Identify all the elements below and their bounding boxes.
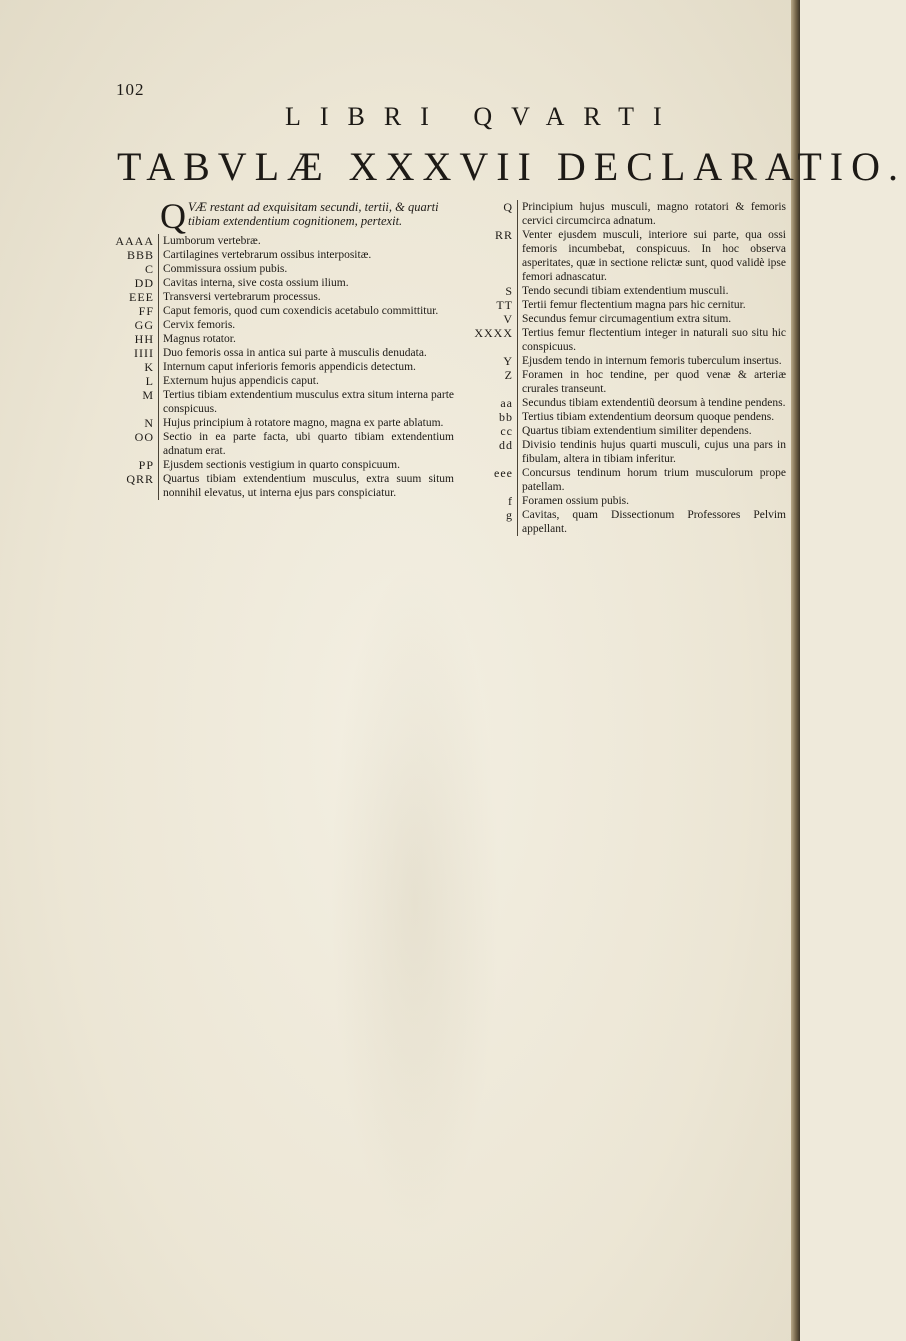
legend-text: Caput femoris, quod cum coxendicis acetabulo committitur. — [158, 304, 460, 318]
legend-text: Duo femoris ossa in antica sui parte à musculis denudata. — [158, 346, 460, 360]
legend-text: Ejusdem sectionis vestigium in quarto conspicuum. — [158, 458, 460, 472]
left-legend-list — [110, 234, 460, 500]
legend-text: Tertius femur flectentium integer in naturali suo situ hic conspicuus. — [517, 326, 792, 354]
legend-entry — [110, 374, 460, 388]
legend-entry — [470, 438, 792, 466]
legend-key: Q — [503, 200, 513, 214]
legend-entry — [470, 312, 792, 326]
legend-text: Hujus principium à rotatore magno, magna ex parte ablatum. — [158, 416, 460, 430]
legend-entry — [470, 298, 792, 312]
intro-text: VÆ restant ad exquisitam secundi, tertii, & quarti tibiam extendentium cognitionem, pertexit. — [188, 200, 439, 228]
legend-text: Cavitas interna, sive costa ossium ilium. — [158, 276, 460, 290]
legend-key: L — [145, 374, 154, 388]
legend-entry — [470, 200, 792, 228]
legend-key: dd — [499, 438, 513, 452]
legend-text: Ejusdem tendo in internum femoris tuberculum insertus. — [517, 354, 792, 368]
legend-entry — [110, 430, 460, 458]
legend-entry — [470, 508, 792, 536]
drop-cap: Q — [160, 196, 186, 236]
legend-text: Internum caput inferioris femoris appendicis detectum. — [158, 360, 460, 374]
legend-entry — [470, 466, 792, 494]
legend-key: K — [144, 360, 154, 374]
legend-entry — [110, 332, 460, 346]
page-edge — [791, 0, 800, 1341]
legend-entry — [470, 396, 792, 410]
legend-text: Tendo secundi tibiam extendentium musculi. — [517, 284, 792, 298]
legend-entry — [110, 234, 460, 248]
legend-entry — [110, 346, 460, 360]
faint-illustration-bleed — [330, 560, 500, 1240]
legend-key: XXXX — [474, 326, 513, 340]
legend-text: Externum hujus appendicis caput. — [158, 374, 460, 388]
right-legend-list — [470, 200, 792, 536]
legend-entry — [470, 284, 792, 298]
legend-text: Transversi vertebrarum processus. — [158, 290, 460, 304]
legend-text: Venter ejusdem musculi, interiore sui parte, qua ossi femoris incumbebat, conspicuus. In hoc observa asperitates, quæ in sectione relictæ sunt, quod validè ipse femori adnascatur. — [517, 228, 792, 284]
legend-key: C — [144, 262, 154, 276]
legend-text: Secundus femur circumagentium extra situm. — [517, 312, 792, 326]
legend-entry — [110, 248, 460, 262]
legend-entry — [110, 290, 460, 304]
legend-entry — [110, 360, 460, 374]
legend-entry — [470, 368, 792, 396]
legend-text: Commissura ossium pubis. — [158, 262, 460, 276]
legend-key: S — [505, 284, 513, 298]
legend-entry — [470, 326, 792, 354]
legend-key: PP — [138, 458, 154, 472]
legend-text: Secundus tibiam extendentiũ deorsum à tendine pendens. — [517, 396, 792, 410]
legend-key: FF — [138, 304, 154, 318]
legend-entry — [470, 410, 792, 424]
legend-key: GG — [134, 318, 154, 332]
legend-key: M — [142, 388, 154, 402]
legend-key: f — [508, 494, 513, 508]
legend-text: Tertii femur flectentium magna pars hic cernitur. — [517, 298, 792, 312]
legend-key: QRR — [126, 472, 154, 486]
page-number: 102 — [116, 80, 145, 99]
legend-text: Sectio in ea parte facta, ubi quarto tibiam extendentium adnatum erat. — [158, 430, 460, 458]
legend-entry — [110, 318, 460, 332]
right-column — [470, 200, 792, 536]
legend-key: DD — [134, 276, 154, 290]
legend-key: Y — [503, 354, 513, 368]
legend-key: Z — [504, 368, 513, 382]
legend-key: cc — [500, 424, 513, 438]
legend-entry — [110, 416, 460, 430]
legend-text: Foramen ossium pubis. — [517, 494, 792, 508]
legend-entry — [110, 388, 460, 416]
legend-text: Cartilagines vertebrarum ossibus interpositæ. — [158, 248, 460, 262]
legend-key: OO — [134, 430, 154, 444]
legend-entry — [470, 354, 792, 368]
legend-key: TT — [496, 298, 513, 312]
legend-entry — [110, 458, 460, 472]
legend-key: g — [506, 508, 513, 522]
page-title: TABVLÆ XXXVII DECLARATIO. — [117, 144, 906, 189]
legend-text: Lumborum vertebræ. — [158, 234, 460, 248]
running-head: LIBRI QVARTI — [285, 102, 681, 131]
legend-text: Tertius tibiam extendentium deorsum quoque pendens. — [517, 410, 792, 424]
legend-key: EEE — [129, 290, 154, 304]
intro-paragraph — [160, 196, 460, 236]
legend-text: Cavitas, quam Dissectionum Professores Pelvim appellant. — [517, 508, 792, 536]
legend-entry — [470, 494, 792, 508]
legend-key: HH — [134, 332, 154, 346]
legend-text: Principium hujus musculi, magno rotatori & femoris cervici circumcirca adnatum. — [517, 200, 792, 228]
legend-entry — [110, 472, 460, 500]
legend-key: IIII — [134, 346, 154, 360]
legend-text: Foramen in hoc tendine, per quod venæ & arteriæ crurales transeunt. — [517, 368, 792, 396]
legend-key: AAAA — [115, 234, 154, 248]
legend-key: eee — [494, 466, 513, 480]
legend-text: Quartus tibiam extendentium musculus, extra suum situm nonnihil elevatus, ut interna ejus pars conspiciatur. — [158, 472, 460, 500]
legend-text: Magnus rotator. — [158, 332, 460, 346]
legend-key: BBB — [126, 248, 154, 262]
legend-text: Concursus tendinum horum trium musculorum prope patellam. — [517, 466, 792, 494]
legend-text: Quartus tibiam extendentium similiter dependens. — [517, 424, 792, 438]
legend-key: V — [503, 312, 513, 326]
legend-entry — [470, 424, 792, 438]
legend-entry — [110, 262, 460, 276]
legend-key: aa — [500, 396, 513, 410]
legend-text: Tertius tibiam extendentium musculus extra situm interna parte conspicuus. — [158, 388, 460, 416]
legend-text: Divisio tendinis hujus quarti musculi, cujus una pars in fibulam, altera in tibiam inferitur. — [517, 438, 792, 466]
legend-text: Cervix femoris. — [158, 318, 460, 332]
left-column — [110, 196, 460, 500]
legend-key: N — [144, 416, 154, 430]
legend-key: RR — [494, 228, 513, 242]
legend-entry — [110, 276, 460, 290]
legend-entry — [470, 228, 792, 284]
legend-key: bb — [499, 410, 513, 424]
legend-entry — [110, 304, 460, 318]
